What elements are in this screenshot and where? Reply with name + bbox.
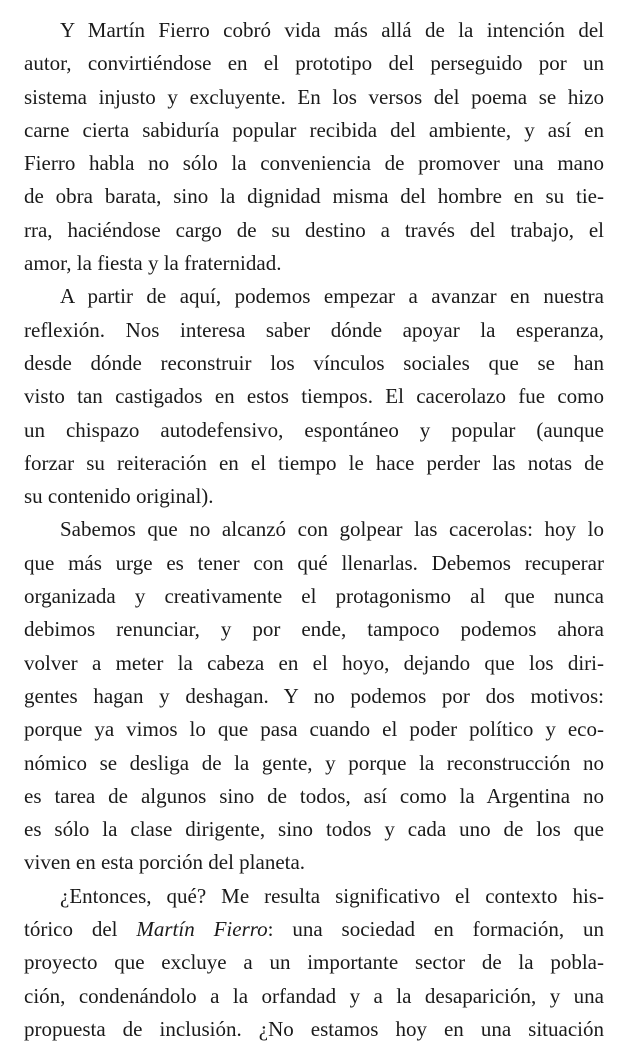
text-line: autor, convirtiéndose en el prototipo del perseguido por un <box>24 51 604 76</box>
text-line: volver a meter la cabeza en el hoyo, dejando que los diri- <box>24 650 604 675</box>
paragraph-4 <box>24 880 604 1046</box>
text-line: debimos renunciar, y por ende, tampoco podemos ahora <box>24 617 604 642</box>
text-line: ¿Entonces, qué? Me resulta significativo el contexto his- <box>60 883 604 908</box>
text-line: propuesta de inclusión. ¿No estamos hoy en una situación <box>24 1016 604 1041</box>
text-line: de obra barata, sino la dignidad misma del hombre en su tie- <box>24 184 604 209</box>
text-line: carne cierta sabiduría popular recibida del ambiente, y así en <box>24 117 604 142</box>
text-line: ción, condenándolo a la orfandad y a la desaparición, y una <box>24 983 604 1008</box>
text-line: A partir de aquí, podemos empezar a avanzar en nuestra <box>60 284 604 309</box>
text-line: viven en esta porción del planeta. <box>24 850 306 875</box>
paragraph-1 <box>24 14 604 280</box>
text-line: visto tan castigados en estos tiempos. El cacerolazo fue como <box>24 384 604 409</box>
text-line: un chispazo autodefensivo, espontáneo y popular (aunque <box>24 417 604 442</box>
text-line: forzar su reiteración en el tiempo le hace perder las notas de <box>24 450 604 475</box>
text-line: proyecto que excluye a un importante sector de la pobla- <box>24 950 604 975</box>
book-page <box>24 14 604 1046</box>
paragraph-2 <box>24 280 604 513</box>
text-line: Y Martín Fierro cobró vida más allá de la intención del <box>60 18 604 42</box>
text-line: su contenido original). <box>24 484 214 509</box>
text-line: es sólo la clase dirigente, sino todos y cada uno de los que <box>24 817 604 842</box>
text-line: nómico se desliga de la gente, y porque la reconstrucción no <box>24 750 604 775</box>
text-line: que más urge es tener con qué llenarlas. Debemos recuperar <box>24 550 604 575</box>
text-line: es tarea de algunos sino de todos, así como la Argentina no <box>24 783 604 808</box>
text-line: Sabemos que no alcanzó con golpear las cacerolas: hoy lo <box>60 517 604 542</box>
text-run: : una sociedad en formación, un <box>267 917 605 942</box>
book-title-italic: Martín Fierro <box>136 917 268 942</box>
text-line: organizada y creativamente el protagonismo al que nunca <box>24 584 604 609</box>
text-line <box>24 913 604 946</box>
text-line: Fierro habla no sólo la conveniencia de promover una mano <box>24 151 604 176</box>
text-line: sistema injusto y excluyente. En los versos del poema se hizo <box>24 84 604 109</box>
text-line: rra, haciéndose cargo de su destino a través del trabajo, el <box>24 217 604 242</box>
text-line: amor, la fiesta y la fraternidad. <box>24 251 282 276</box>
paragraph-3 <box>24 513 604 879</box>
text-line: reflexión. Nos interesa saber dónde apoyar la esperanza, <box>24 317 604 342</box>
text-line: gentes hagan y deshagan. Y no podemos por dos motivos: <box>24 683 604 708</box>
text-run: tórico del <box>24 917 137 942</box>
text-line: porque ya vimos lo que pasa cuando el poder político y eco- <box>24 717 604 742</box>
text-line: desde dónde reconstruir los vínculos sociales que se han <box>24 350 604 375</box>
